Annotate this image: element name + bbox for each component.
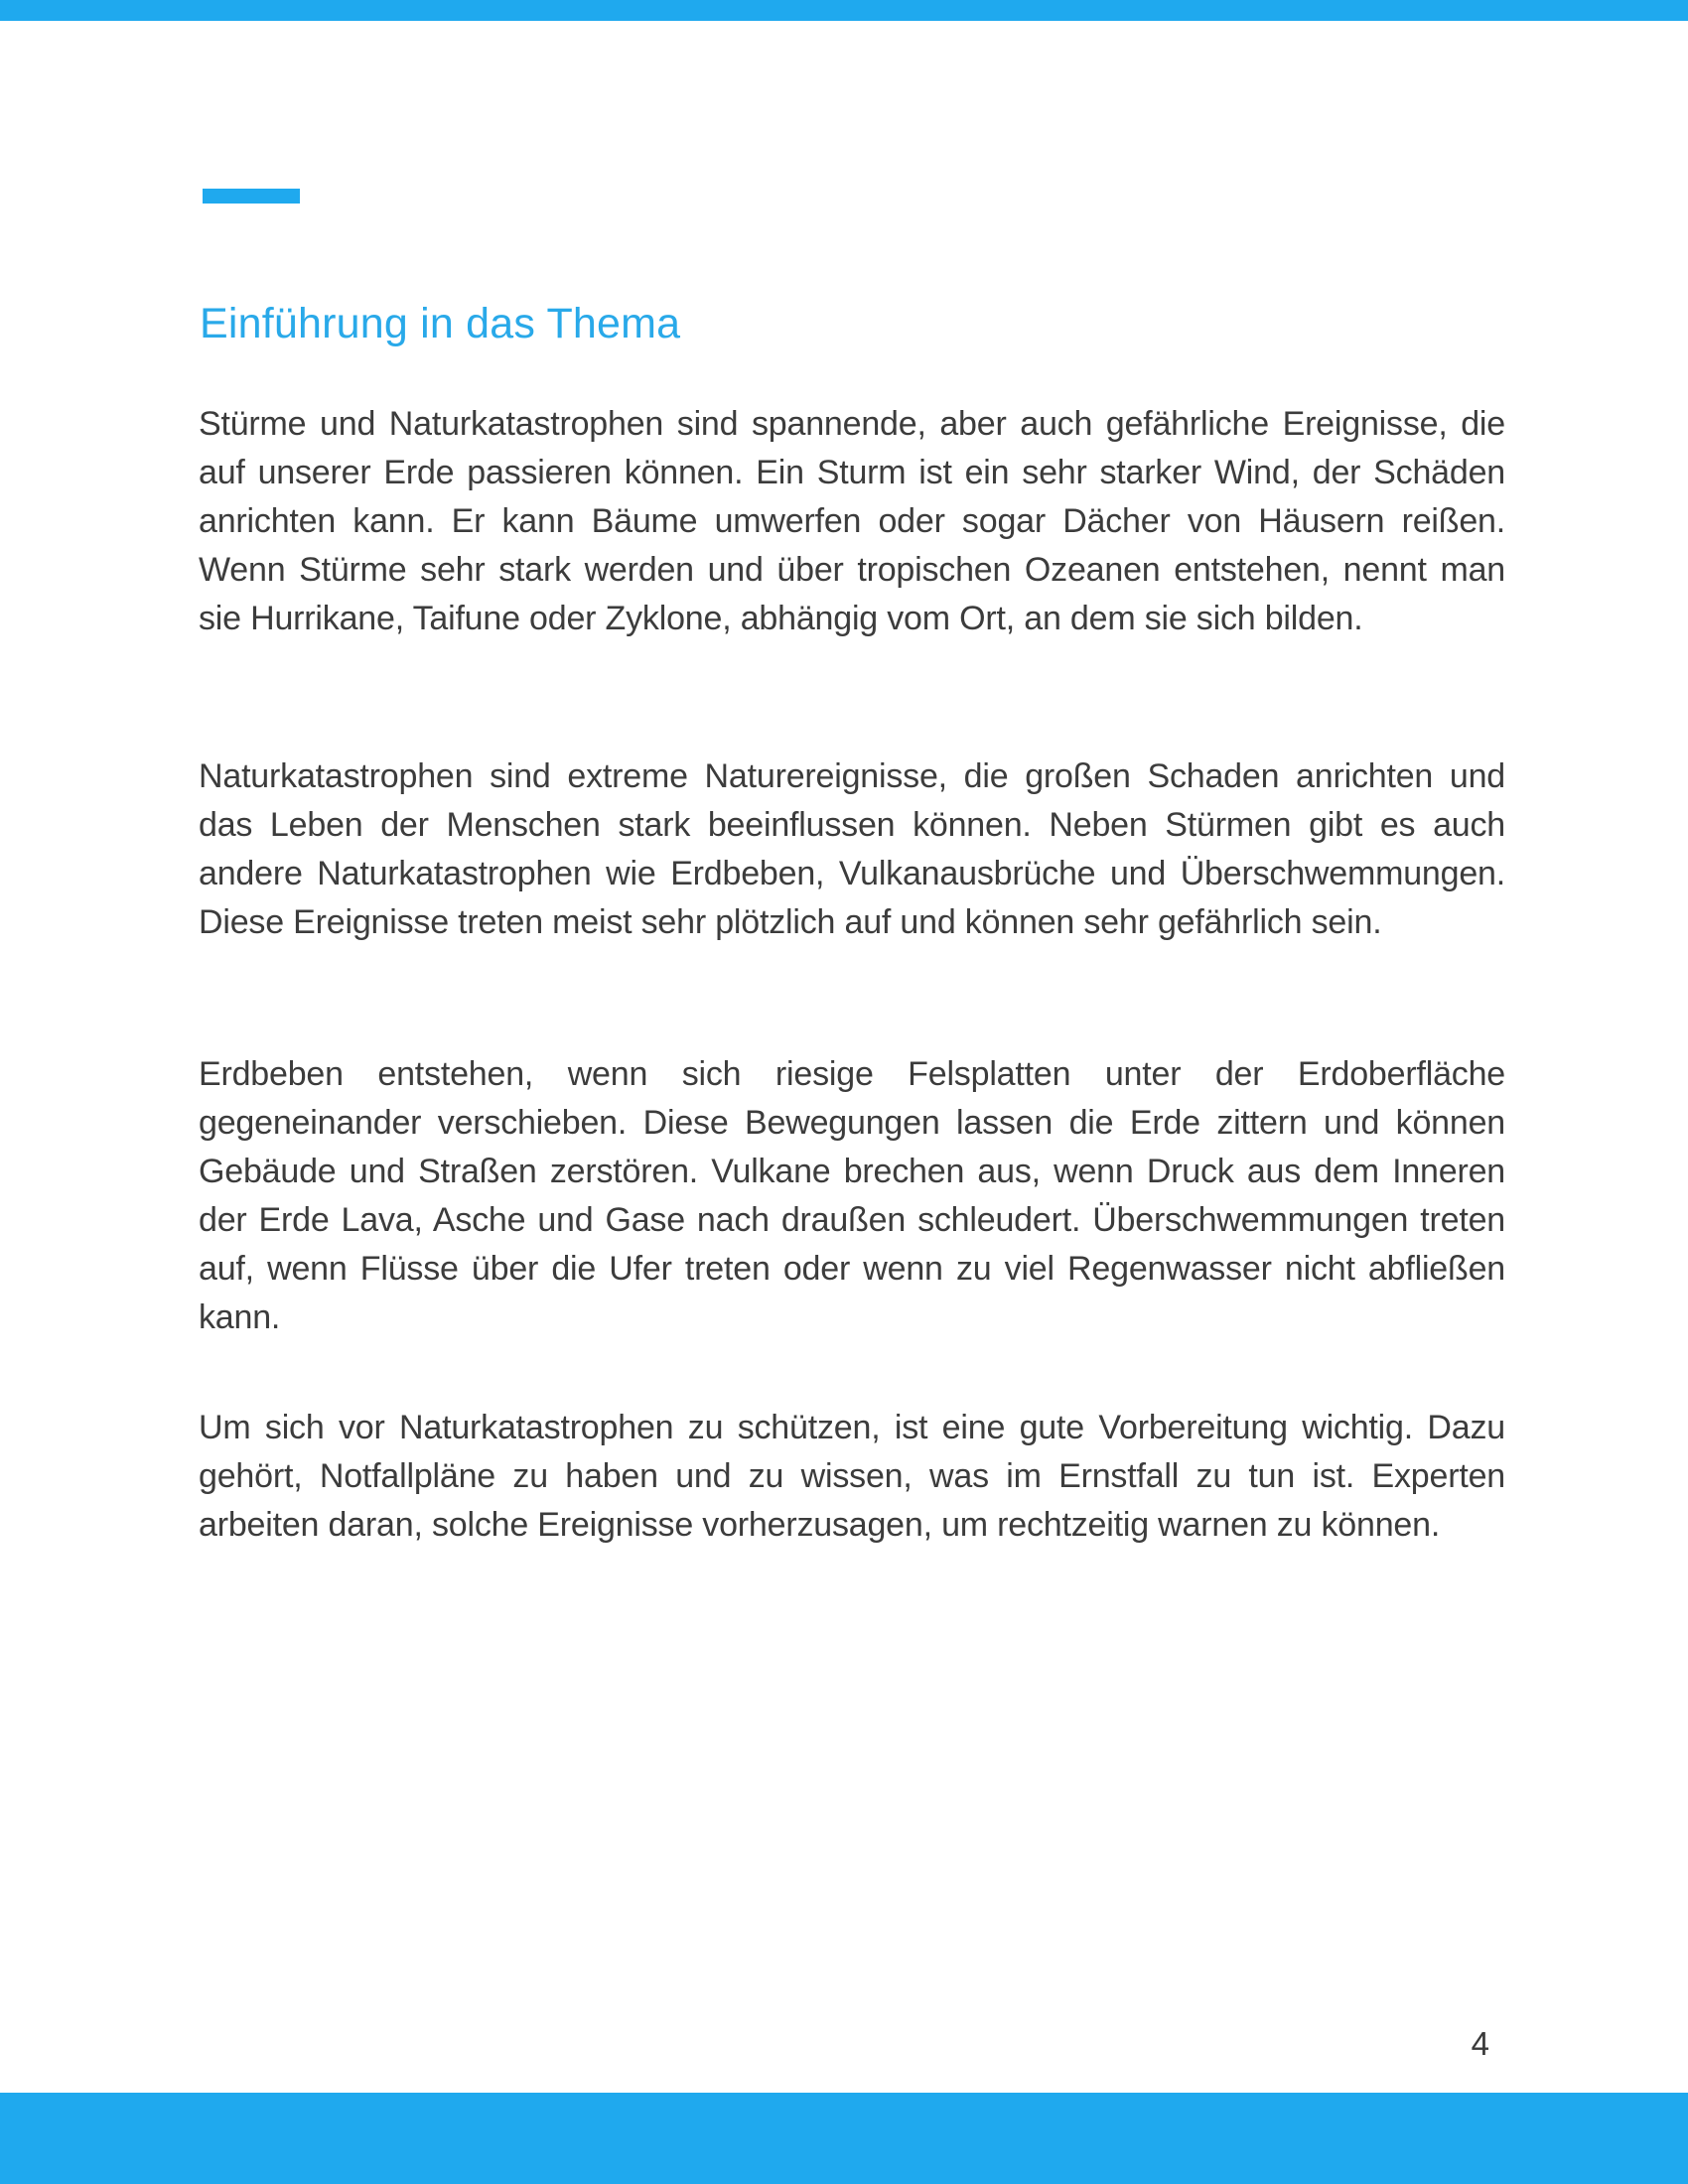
bottom-accent-bar [0,2093,1688,2184]
paragraph-preparation: Um sich vor Naturkatastrophen zu schützen, ist eine gute Vorbereitung wichtig. Dazu gehört, Notfallpläne zu haben und zu wissen, was im Ernstfall zu tun ist. Experten arbeiten daran, solche Ereignisse vorherzusagen, um rechtzeitig warnen zu können. [199,1409,1505,1544]
page-number: 4 [1471,2025,1489,2062]
paragraph-storms-intro: Stürme und Naturkatastrophen sind spannende, aber auch gefährliche Ereignisse, die auf unserer Erde passieren können. Ein Sturm ist ein sehr starker Wind, der Schäden anrichten kann. Er kann Bäume umwerfen oder sogar Dächer von Häusern reißen. Wenn Stürme sehr stark werden und über tropischen Ozeanen entstehen, nennt man sie Hurrikane, Taifune oder Zyklone, abhängig vom Ort, an dem sie sich bilden. [199,405,1505,637]
top-accent-bar [0,0,1688,21]
paragraph-natural-disasters: Naturkatastrophen sind extreme Naturereignisse, die großen Schaden anrichten und das Leben der Menschen stark beeinflussen können. Neben Stürmen gibt es auch andere Naturkatastrophen wie Erdbeben, Vulkanausbrüche und Überschwemmungen. Diese Ereignisse treten meist sehr plötzlich auf und können sehr gefährlich sein. [199,757,1505,941]
page-title: Einführung in das Thema [200,300,681,347]
paragraph-earthquakes-volcanoes-floods: Erdbeben entstehen, wenn sich riesige Felsplatten unter der Erdoberfläche gegeneinander verschieben. Diese Bewegungen lassen die Erde zittern und können Gebäude und Straßen zerstören. Vulkane brechen aus, wenn Druck aus dem Inneren der Erde Lava, Asche und Gase nach draußen schleudert. Überschwemmungen treten auf, wenn Flüsse über die Ufer treten oder wenn zu viel Regenwasser nicht abfließen kann. [199,1055,1505,1336]
heading-accent-mark [203,189,300,204]
